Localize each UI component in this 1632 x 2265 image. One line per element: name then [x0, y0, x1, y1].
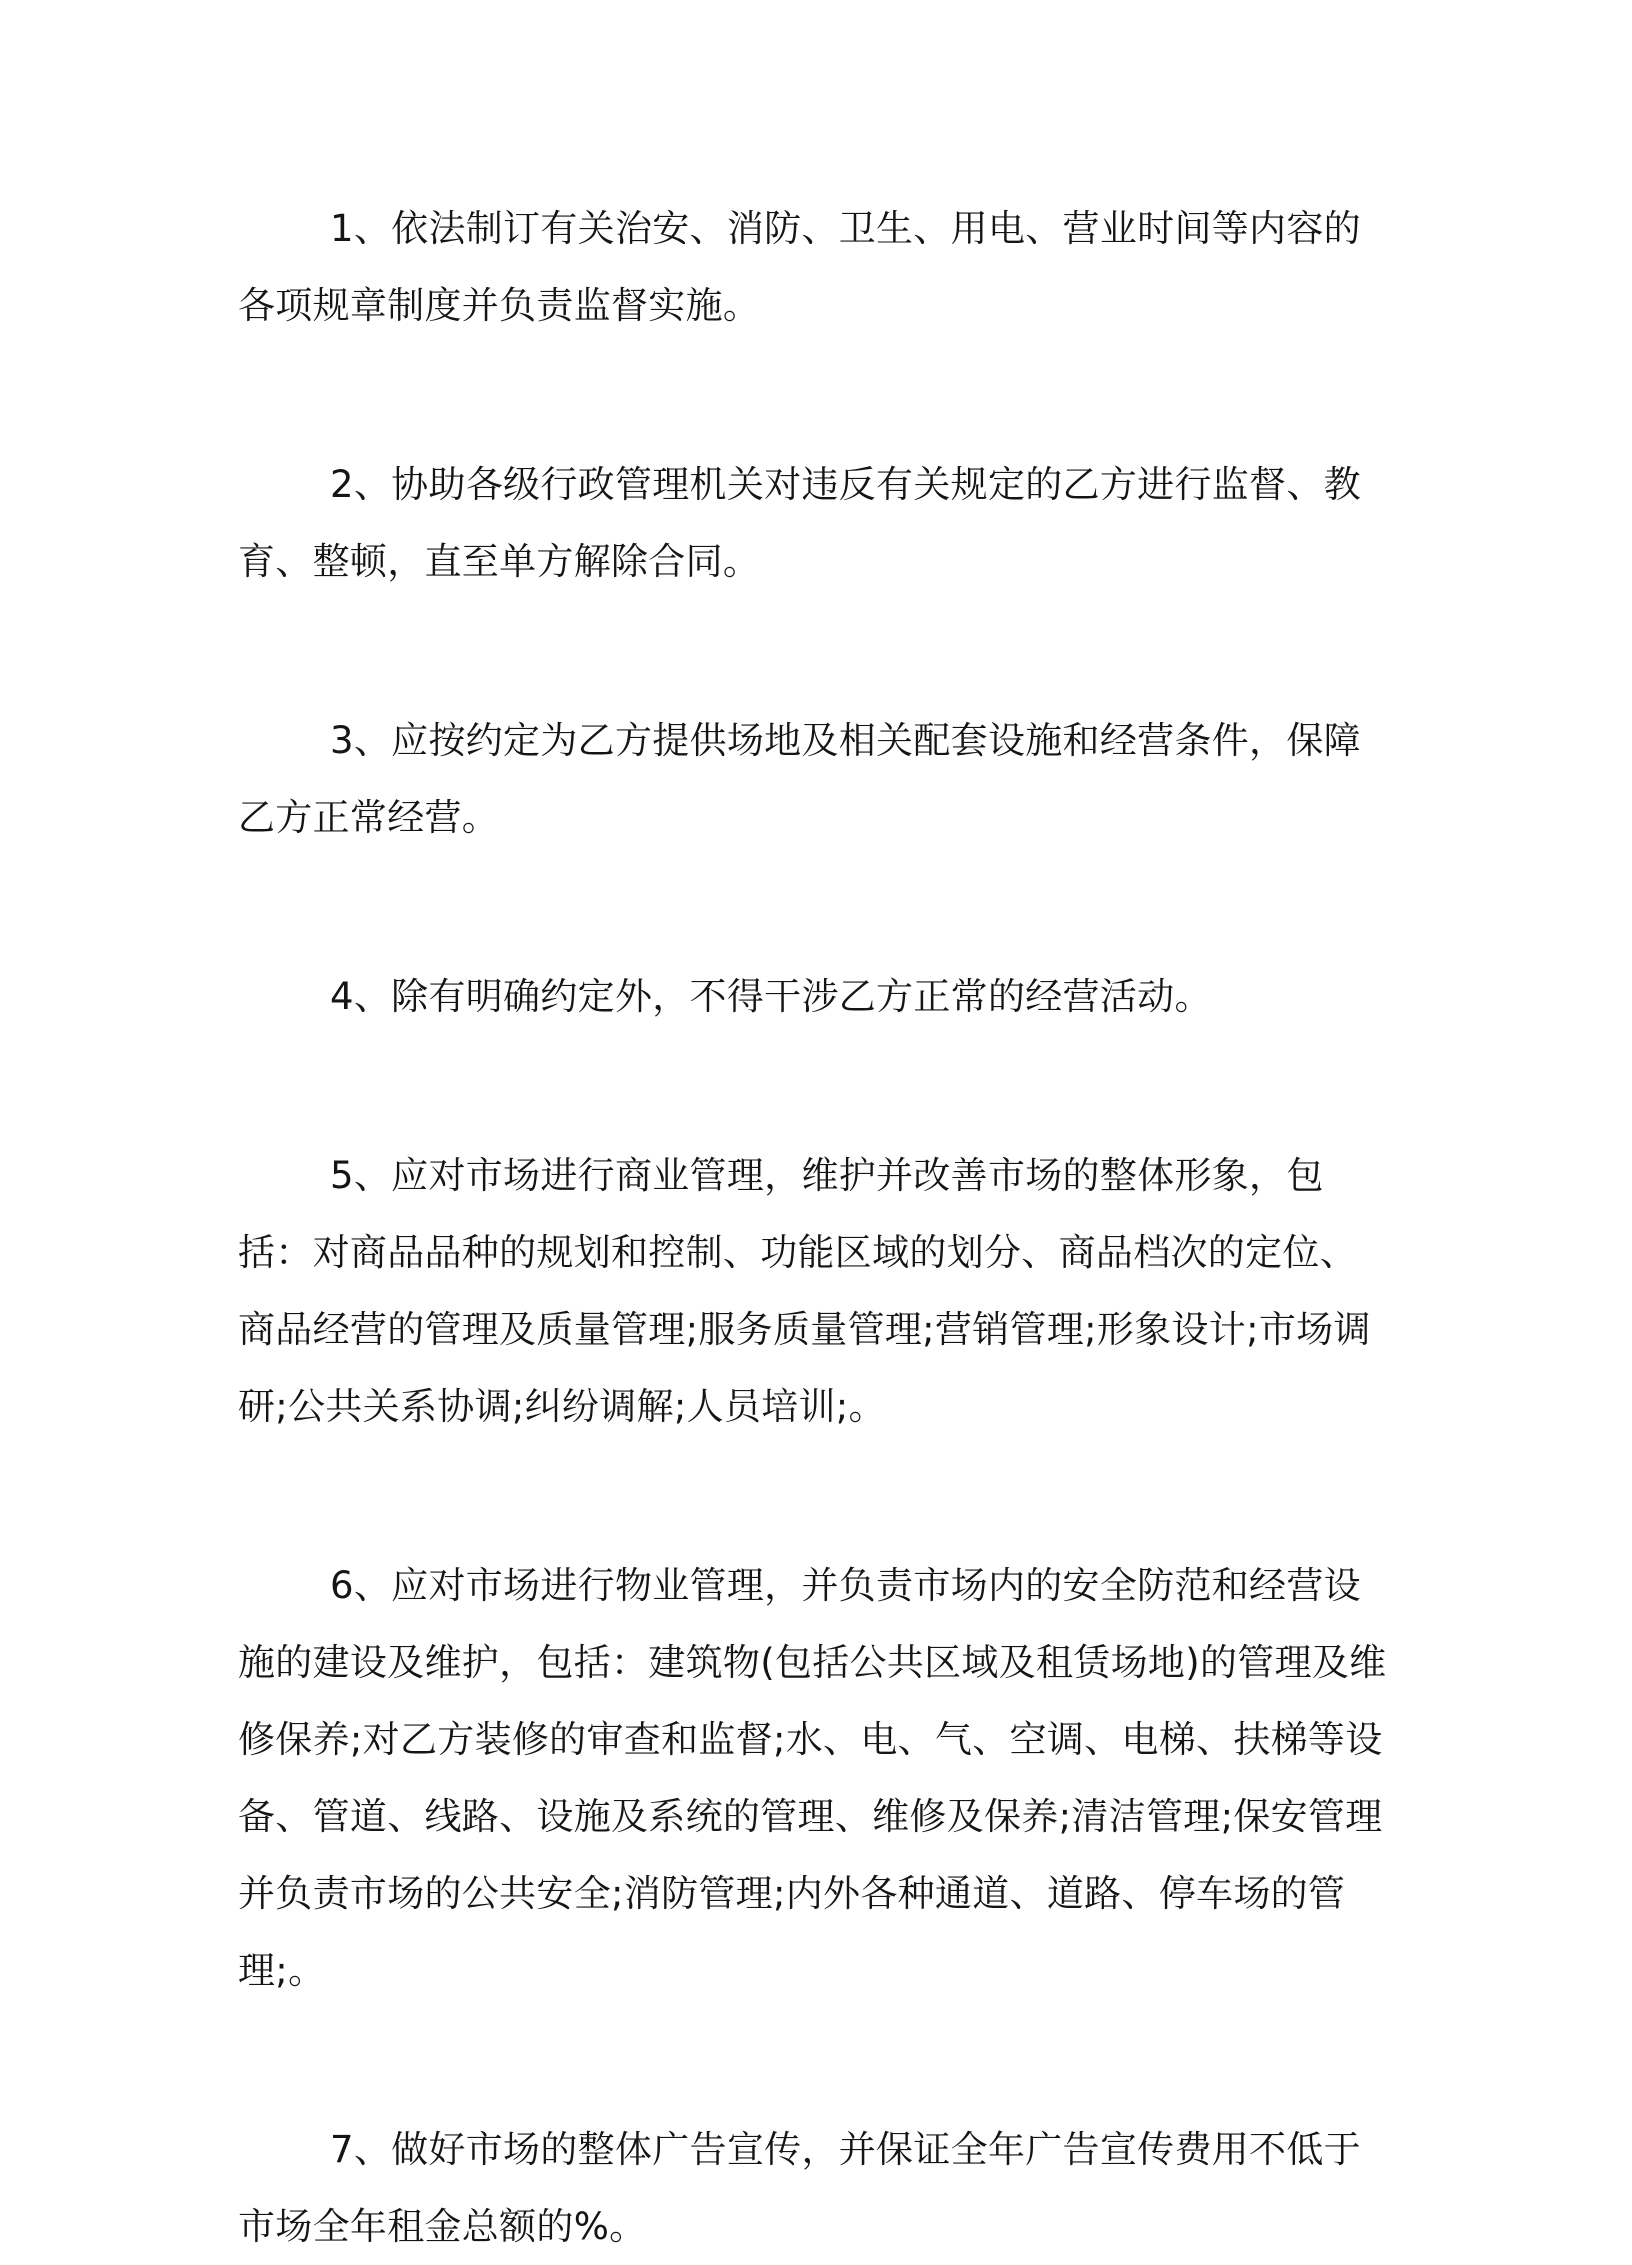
clause-5: 5、应对市场进行商业管理，维护并改善市场的整体形象，包括：对商品品种的规划和控制、功能区域的划分、商品档次的定位、商品经营的管理及质量管理;服务质量管理;营销管理;形象设计;市场调研;公共关系协调;纠纷调解;人员培训;。	[238, 1154, 1371, 1428]
clause-7: 7、做好市场的整体广告宣传，并保证全年广告宣传费用不低于市场全年租金总额的%。	[238, 2128, 1361, 2248]
clause-1: 1、依法制订有关治安、消防、卫生、用电、营业时间等内容的各项规章制度并负责监督实施。	[238, 207, 1361, 327]
clause-3: 3、应按约定为乙方提供场地及相关配套设施和经营条件，保障乙方正常经营。	[238, 719, 1361, 839]
clause-4: 4、除有明确约定外，不得干涉乙方正常的经营活动。	[330, 975, 1212, 1018]
document-body	[238, 190, 1390, 2265]
clause-2: 2、协助各级行政管理机关对违反有关规定的乙方进行监督、教育、整顿，直至单方解除合同。	[238, 463, 1361, 583]
clause-6: 6、应对市场进行物业管理，并负责市场内的安全防范和经营设施的建设及维护，包括：建筑物(包括公共区域及租赁场地)的管理及维修保养;对乙方装修的审查和监督;水、电、气、空调、电梯、扶梯等设备、管道、线路、设施及系统的管理、维修及保养;清洁管理;保安管理并负责市场的公共安全;消防管理;内外各种通道、道路、停车场的管理;。	[238, 1564, 1387, 1992]
